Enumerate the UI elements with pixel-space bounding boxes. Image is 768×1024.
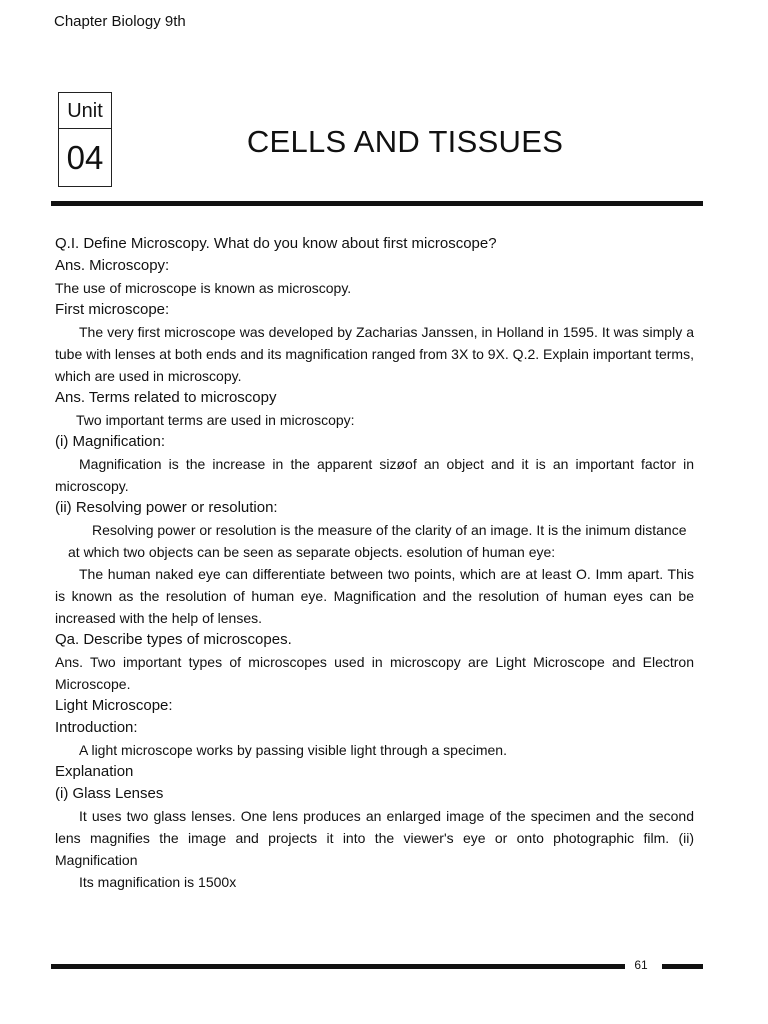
question-1: Q.I. Define Microscopy. What do you know about first microscope? <box>55 235 497 252</box>
answer-terms-heading: Ans. Terms related to microscopy <box>55 389 277 406</box>
introduction-paragraph: A light microscope works by passing visible light through a specimen. <box>79 742 507 758</box>
magnification-heading: (i) Magnification: <box>55 433 166 450</box>
resolving-power-paragraph: Resolving power or resolution is the measure of the clarity of an image. It is the inimum distance at which two objects can be seen as separate objects. esolution of human eye: <box>68 522 687 560</box>
page-number: 61 <box>634 958 648 972</box>
first-microscope-heading: First microscope: <box>55 301 170 318</box>
magnification-paragraph: Magnification is the increase in the apparent sizøof an object and it is an important factor in microscopy. <box>55 456 694 494</box>
two-terms-line: Two important terms are used in microscopy: <box>76 412 355 428</box>
first-microscope-paragraph: The very first microscope was developed by Zacharias Janssen, in Holland in 1595. It was simply a tube with lenses at both ends and its magnification ranged from 3X to 9X. Q.2. Explain important terms, which are used in microscopy. <box>55 324 694 384</box>
top-divider <box>51 201 703 206</box>
bottom-divider <box>51 964 625 969</box>
page-content <box>55 233 694 893</box>
resolving-power-heading: (ii) Resolving power or resolution: <box>55 499 278 516</box>
unit-number: 04 <box>66 139 104 176</box>
introduction-heading: Introduction: <box>55 719 138 736</box>
glass-lenses-heading: (i) Glass Lenses <box>55 785 164 802</box>
answer-microscopy-heading: Ans. Microscopy: <box>55 257 170 274</box>
light-microscope-heading: Light Microscope: <box>55 697 173 714</box>
header-label: Chapter Biology 9th <box>54 13 186 30</box>
glass-lenses-paragraph: It uses two glass lenses. One lens produces an enlarged image of the specimen and the second lens magnifies the image and projects it into the viewer's eye or onto photographic film. (ii) Magnification <box>55 808 694 868</box>
human-eye-paragraph: The human naked eye can differentiate between two points, which are at least O. Imm apart. This is known as the resolution of human eye. Magnification and the resolution of human eyes can be increased with the help of lenses. <box>55 566 694 626</box>
answer-types-paragraph: Ans. Two important types of microscopes used in microscopy are Light Microscope and Electron Microscope. <box>55 654 694 692</box>
question-types: Qa. Describe types of microscopes. <box>55 631 292 648</box>
unit-box <box>58 92 112 187</box>
unit-label: Unit <box>59 93 111 129</box>
microscopy-definition: The use of microscope is known as microscopy. <box>55 280 352 296</box>
bottom-divider-end <box>662 964 703 969</box>
magnification-value-line: Its magnification is 1500x <box>79 874 237 890</box>
chapter-title: CELLS AND TISSUES <box>246 124 564 159</box>
explanation-heading: Explanation <box>55 763 134 780</box>
